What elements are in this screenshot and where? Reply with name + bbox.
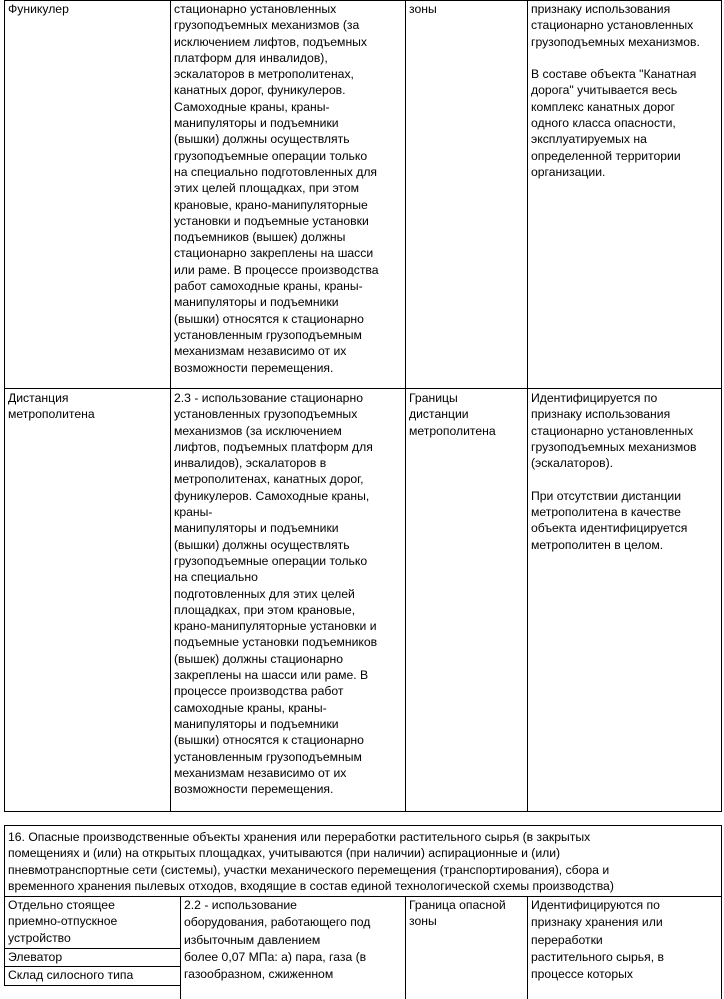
table-1-row-2-criterion: 2.3 - использование стационарно установленных грузоподъемных механизмов (за исключением лифтов, подъемных платформ для инвалидов), эскалаторов в метрополитенах, канатных дорог, фуникулеров. Самоходные краны, краны- манипуляторы и подъемники (вышки) должны осуществлять грузоподъемные операции только на специально подготовленных для этих целей площадках, при этом крановые, крано-манипуляторные установки и подъемные установки подъемников (вышек) должны стационарно закреплены на шасси или раме. В процессе производства работ самоходные краны, краны- манипуляторы и подъемники (вышки) относятся к стационарно установленным грузоподъемным механизмам независимо от их возможности перемещения. xyxy=(170,388,406,812)
table-1-row-2-note: Идентифицируется по признаку использования стационарно установленных грузоподъемных механизмов (эскалаторов). При отсутствии дистанции метрополитена в качестве объекта идентифицируется метрополитен в целом. xyxy=(527,388,722,812)
table-2-boundary: Граница опасной зоны xyxy=(405,896,528,999)
object-receiving-device: Отдельно стоящее приемно-отпускное устройство xyxy=(4,896,181,949)
table-1-row-1-boundary: зоны xyxy=(405,0,528,389)
table-2-note: Идентифицируются по признаку хранения или переработки растительного сырья, в процессе которых xyxy=(527,896,722,999)
table-1-row-2-boundary: Границы дистанции метрополитена xyxy=(405,388,528,812)
table-1-row-1-criterion: стационарно установленных грузоподъемных механизмов (за исключением лифтов, подъемных платформ для инвалидов), эскалаторов в метрополитенах, канатных дорог, фуникулеров. Самоходные краны, краны- манипуляторы и подъемники (вышки) должны осуществлять грузоподъемные операции только на специально подготовленных для этих целей площадках, при этом крановые, крано-манипуляторные установки и подъемные установки подъемников (вышек) должны стационарно закреплены на шасси или раме. В процессе производства работ самоходные краны, краны- манипуляторы и подъемники (вышки) относятся к стационарно установленным грузоподъемным механизмам независимо от их возможности перемещения. xyxy=(170,0,406,389)
table-1-row-1-object: Фуникулер xyxy=(4,0,171,389)
object-elevator: Элеватор xyxy=(4,948,181,967)
table-1-row-1-note: признаку использования стационарно установленных грузоподъемных механизмов. В составе объекта "Канатная дорога" учитывается весь комплекс канатных дорог одного класса опасности, эксплуатируемых на определенной территории организации. xyxy=(527,0,722,389)
section-16-heading: 16. Опасные производственные объекты хранения или переработки растительного сырья (в закрытых помещениях и (или) на открытых площадках, учитываются (при наличии) аспирационные и (или) пневмотранспортные сети (системы), участки механического перемещения (транспортирования), сбора и временного хранения пылевых отходов, входящие в состав единой технологической схемы производства) xyxy=(4,825,722,897)
object-silo-warehouse: Склад силосного типа xyxy=(4,966,181,986)
table-2-criterion: 2.2 - использование оборудования, работающего под избыточным давлением более 0,07 МПа: а) пара, газа (в газообразном, сжиженном xyxy=(180,896,406,999)
table-1-row-2-object: Дистанция метрополитена xyxy=(4,388,171,812)
